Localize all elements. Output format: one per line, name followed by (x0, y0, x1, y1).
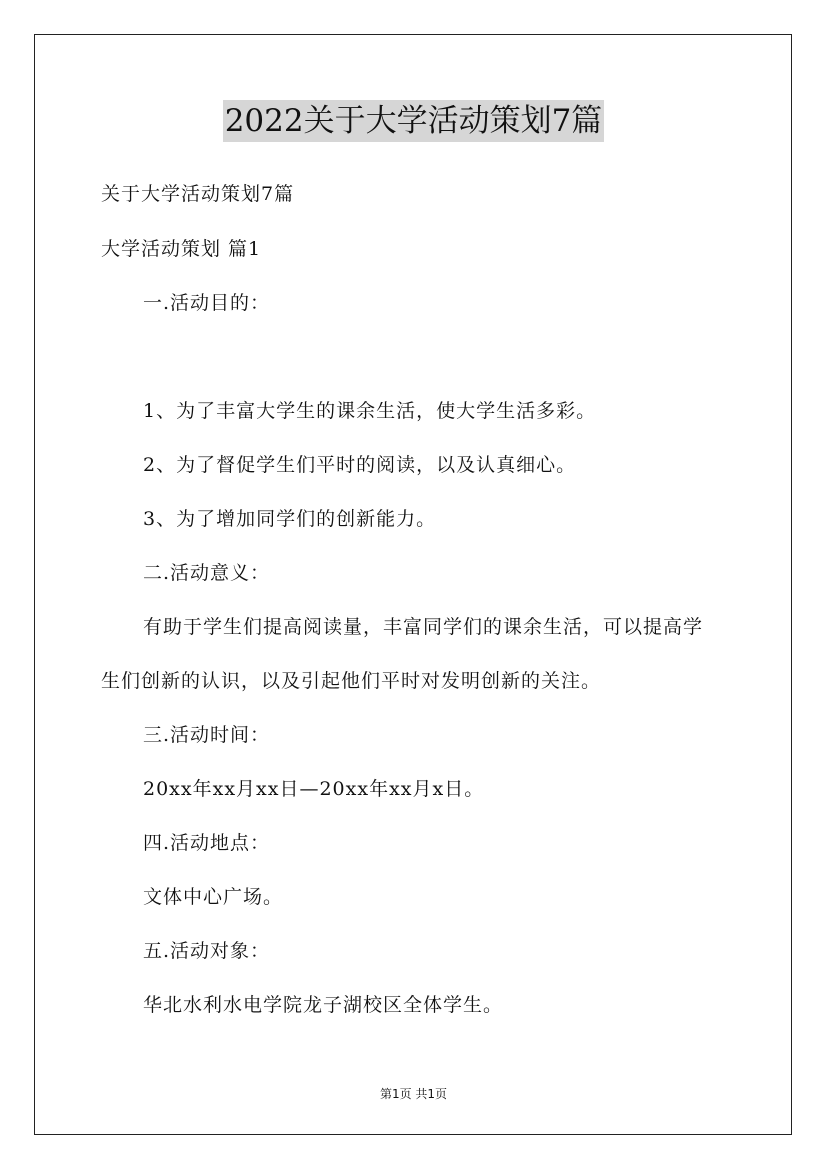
heading-purpose: 一.活动目的： (143, 292, 271, 314)
title-container (0, 100, 827, 142)
heading-time: 三.活动时间： (143, 724, 271, 746)
purpose-item-1: 1、为了丰富大学生的课余生活，使大学生活多彩。 (143, 400, 597, 422)
page-footer: 第1页 共1页 (379, 1087, 448, 1101)
section-heading: 大学活动策划 篇1 (101, 238, 262, 260)
document-title: 2022关于大学活动策划7篇 (223, 100, 605, 142)
heading-location: 四.活动地点： (143, 832, 271, 854)
document-subtitle: 关于大学活动策划7篇 (101, 183, 295, 205)
heading-audience: 五.活动对象： (143, 940, 271, 962)
purpose-item-2: 2、为了督促学生们平时的阅读，以及认真细心。 (143, 454, 577, 476)
audience-text: 华北水利水电学院龙子湖校区全体学生。 (143, 994, 504, 1016)
significance-text-line-1: 有助于学生们提高阅读量，丰富同学们的课余生活，可以提高学 (143, 616, 704, 638)
purpose-item-3: 3、为了增加同学们的创新能力。 (143, 508, 437, 530)
time-text: 20xx年xx月xx日—20xx年xx月x日。 (143, 778, 485, 800)
location-text: 文体中心广场。 (143, 886, 284, 908)
significance-text-line-2: 生们创新的认识，以及引起他们平时对发明创新的关注。 (101, 670, 602, 692)
heading-significance: 二.活动意义： (143, 562, 271, 584)
